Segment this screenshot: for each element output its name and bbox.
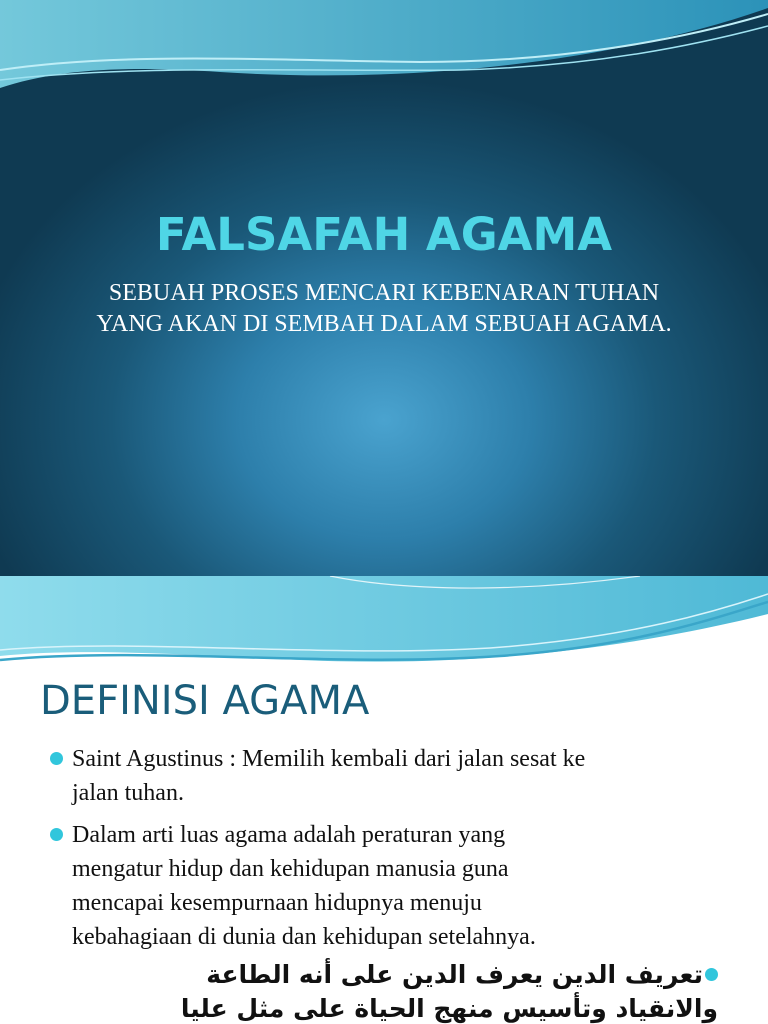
bullet-dot-icon [705, 968, 718, 981]
bullet-line: mengatur hidup dan kehidupan manusia guna [72, 856, 509, 882]
bullet-dot-icon [50, 828, 63, 841]
bullet-line: kebahagiaan di dunia dan kehidupan setelahnya. [72, 924, 536, 950]
subtitle-line-1: SEBUAH PROSES MENCARI KEBENARAN TUHAN [108, 280, 660, 306]
arabic-text: تعريف الدين يعرف الدين على أنه الطاعة [206, 960, 703, 989]
bullet-line: jalan tuhan. [72, 780, 184, 806]
arabic-line-1 [78, 958, 718, 992]
subtitle-line-2: YANG AKAN DI SEMBAH DALAM SEBUAH AGAMA. [96, 311, 672, 337]
bullet-line: Dalam arti luas agama adalah peraturan yang [72, 822, 506, 848]
content-slide [0, 576, 768, 1024]
bullet-line: Saint Agustinus : Memilih kembali dari jalan sesat ke [72, 746, 586, 772]
arabic-bullet-item [78, 958, 718, 1024]
slide-title: FALSAFAH AGAMA [155, 208, 613, 261]
bullet-list [40, 742, 740, 962]
bullet-item [40, 742, 740, 810]
bullet-item [40, 818, 740, 954]
content-title: DEFINISI AGAMA [40, 678, 370, 724]
bullet-line: mencapai kesempurnaan hidupnya menuju [72, 890, 482, 916]
bullet-dot-icon [50, 752, 63, 765]
arabic-line-2: والانقياد وتأسيس منهج الحياة على مثل عليا [180, 994, 718, 1023]
slide-subtitle [20, 278, 748, 340]
wave-decoration-header [0, 576, 768, 686]
